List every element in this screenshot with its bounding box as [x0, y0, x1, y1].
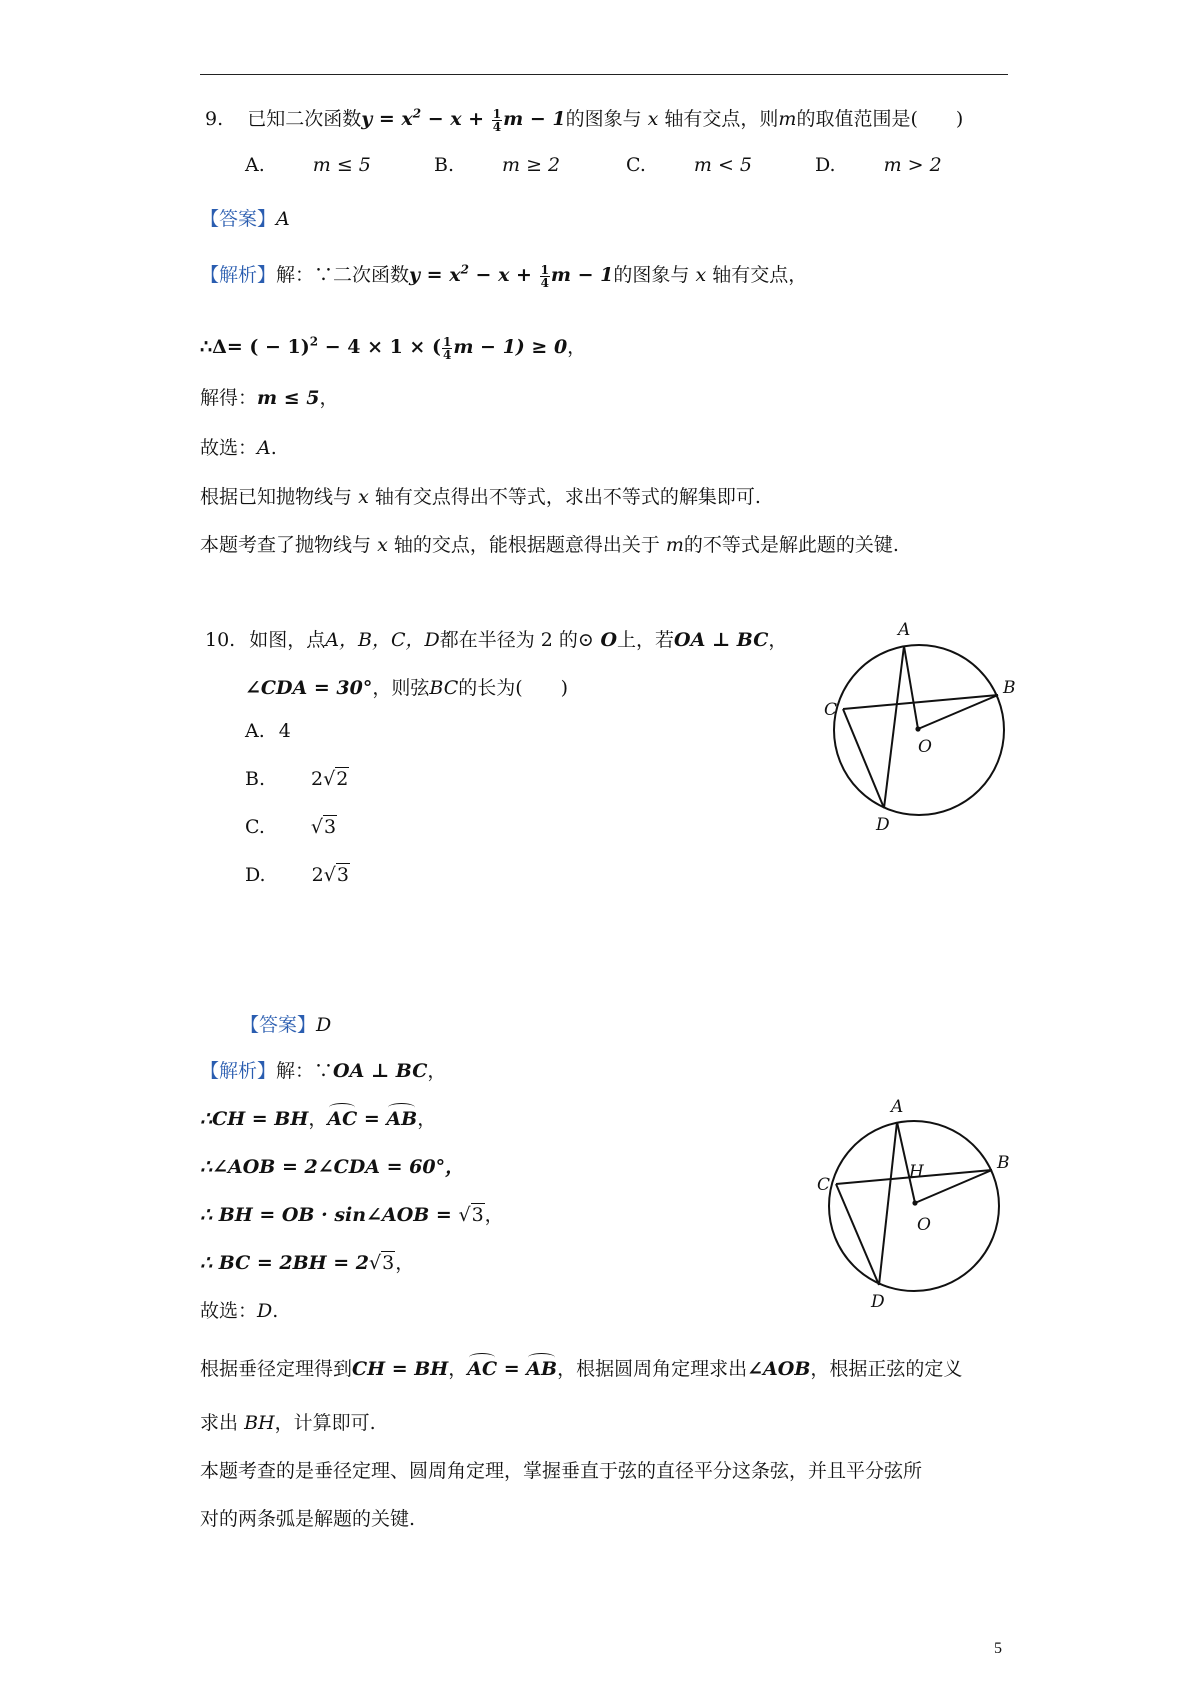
q10-answer: 【答案】D [240, 1014, 332, 1036]
label-b: B [997, 1153, 1010, 1173]
figure-circle-2 [805, 1078, 1020, 1318]
q10-option-b: B. 2√2 [245, 768, 349, 790]
label-a: A [891, 1097, 904, 1117]
segment-ob [918, 695, 998, 729]
circle-outline [829, 1121, 999, 1291]
header-rule [200, 74, 1008, 75]
analysis-tag: 【解析】 [200, 264, 277, 286]
q9-solve-line: 解得：m ≤ 5， [200, 387, 339, 409]
q9-option-c: C. m < 5 [626, 154, 753, 176]
center-point [915, 726, 920, 731]
q9-analysis-intro: 【解析】解：∵二次函数$y = x^2 - x$ + $\frac{1}{4}$ m − 1的图象与 x 轴有交点， [200, 262, 808, 290]
segment-ad [879, 1122, 897, 1285]
label-b: B [1003, 678, 1016, 698]
q10-line-3: ∴ BH = OB · sin∠AOB = √3， [200, 1204, 504, 1226]
q10-choose-line: 故选：D. [200, 1300, 279, 1322]
q10-note-2: 本题考查的是垂径定理、圆周角定理，掌握垂直于弦的直径平分这条弦，并且平分弦所 [200, 1460, 923, 1482]
q10-stem-line1: 10. 如图，点A，B，C，D都在半径为 2 的⊙ O上，若OA ⊥ BC， [205, 629, 788, 651]
q10-option-a: A. 4 [245, 720, 291, 742]
q10-line-4: ∴ BC = 2BH = 2√3， [200, 1252, 415, 1274]
label-d: D [876, 815, 890, 835]
q9-option-d: D. m > 2 [815, 154, 942, 176]
answer-value: A [276, 208, 290, 230]
q9-note-1: 根据已知抛物线与 x 轴有交点得出不等式，求出不等式的解集即可. [200, 486, 761, 508]
q10-option-d: D. 2√3 [245, 864, 349, 886]
label-o: O [918, 737, 932, 757]
figure-circle-1 [810, 605, 1020, 845]
q9-x-var: x [647, 108, 659, 130]
segment-oa [904, 646, 918, 729]
q9-stem-a: 已知二次函数 [247, 108, 362, 130]
q9-stem-b: 的图象与 [565, 108, 642, 130]
q9-option-b: B. m ≥ 2 [434, 154, 561, 176]
circle-symbol: ⊙ [577, 629, 594, 651]
page-number: 5 [994, 1640, 1002, 1657]
label-o: O [917, 1215, 931, 1235]
q9-choose-line: 故选：A. [200, 437, 277, 459]
segment-cb [843, 695, 998, 709]
q9-m-var: m [778, 108, 797, 130]
q10-note-3: 对的两条弧是解题的关键. [200, 1508, 416, 1530]
q10-option-c: C. √3 [245, 816, 337, 838]
label-c: C [824, 700, 838, 720]
q9-number: 9. [205, 108, 224, 130]
answer-tag: 【答案】 [200, 208, 277, 230]
center-point [912, 1200, 917, 1205]
q10-note-1: 根据垂径定理得到CH = BH，AC = AB，根据圆周角定理求出∠AOB，根据正弦的定义 [200, 1358, 963, 1380]
q9-stem-c: 轴有交点，则 [664, 108, 779, 130]
label-d: D [871, 1292, 885, 1312]
q10-line-1: ∴CH = BH，AC = AB， [200, 1108, 437, 1130]
q10-stem-line2: ∠CDA = 30°，则弦BC的长为( ) [245, 677, 569, 699]
q10-line-2: ∴∠AOB = 2∠CDA = 60°， [200, 1156, 465, 1178]
q9-stem [205, 104, 963, 133]
q9-stem-d: 的取值范围是( ) [796, 108, 964, 130]
label-c: C [817, 1175, 831, 1195]
q9-option-a: A. m ≤ 5 [245, 154, 371, 176]
q9-eq-end: m − 1 [503, 108, 566, 130]
label-a: A [898, 620, 911, 640]
q9-eq-sq: 2 [412, 106, 422, 121]
q9-note-2: 本题考查了抛物线与 x 轴的交点，能根据题意得出关于 m的不等式是解此题的关键. [200, 534, 899, 556]
q10-analysis-intro: 【解析】解：∵OA ⊥ BC， [200, 1060, 447, 1082]
segment-ad [884, 646, 904, 808]
q9-answer [200, 204, 290, 231]
label-h: H [909, 1162, 924, 1182]
q9-fraction: $\frac{1}{4}$ [492, 106, 502, 134]
q10-number: 10. [205, 629, 236, 651]
q9-eq-y: y = x [361, 108, 413, 130]
q9-delta-line: ∴Δ= ( − 1)$^2$ − 4 × 1 × ( $\frac{1}{4}$ m − 1) ≥ 0， [200, 334, 587, 362]
q10-note-1-cont: 求出 BH，计算即可. [200, 1412, 376, 1434]
q9-eq-mid: − x + [421, 108, 491, 130]
